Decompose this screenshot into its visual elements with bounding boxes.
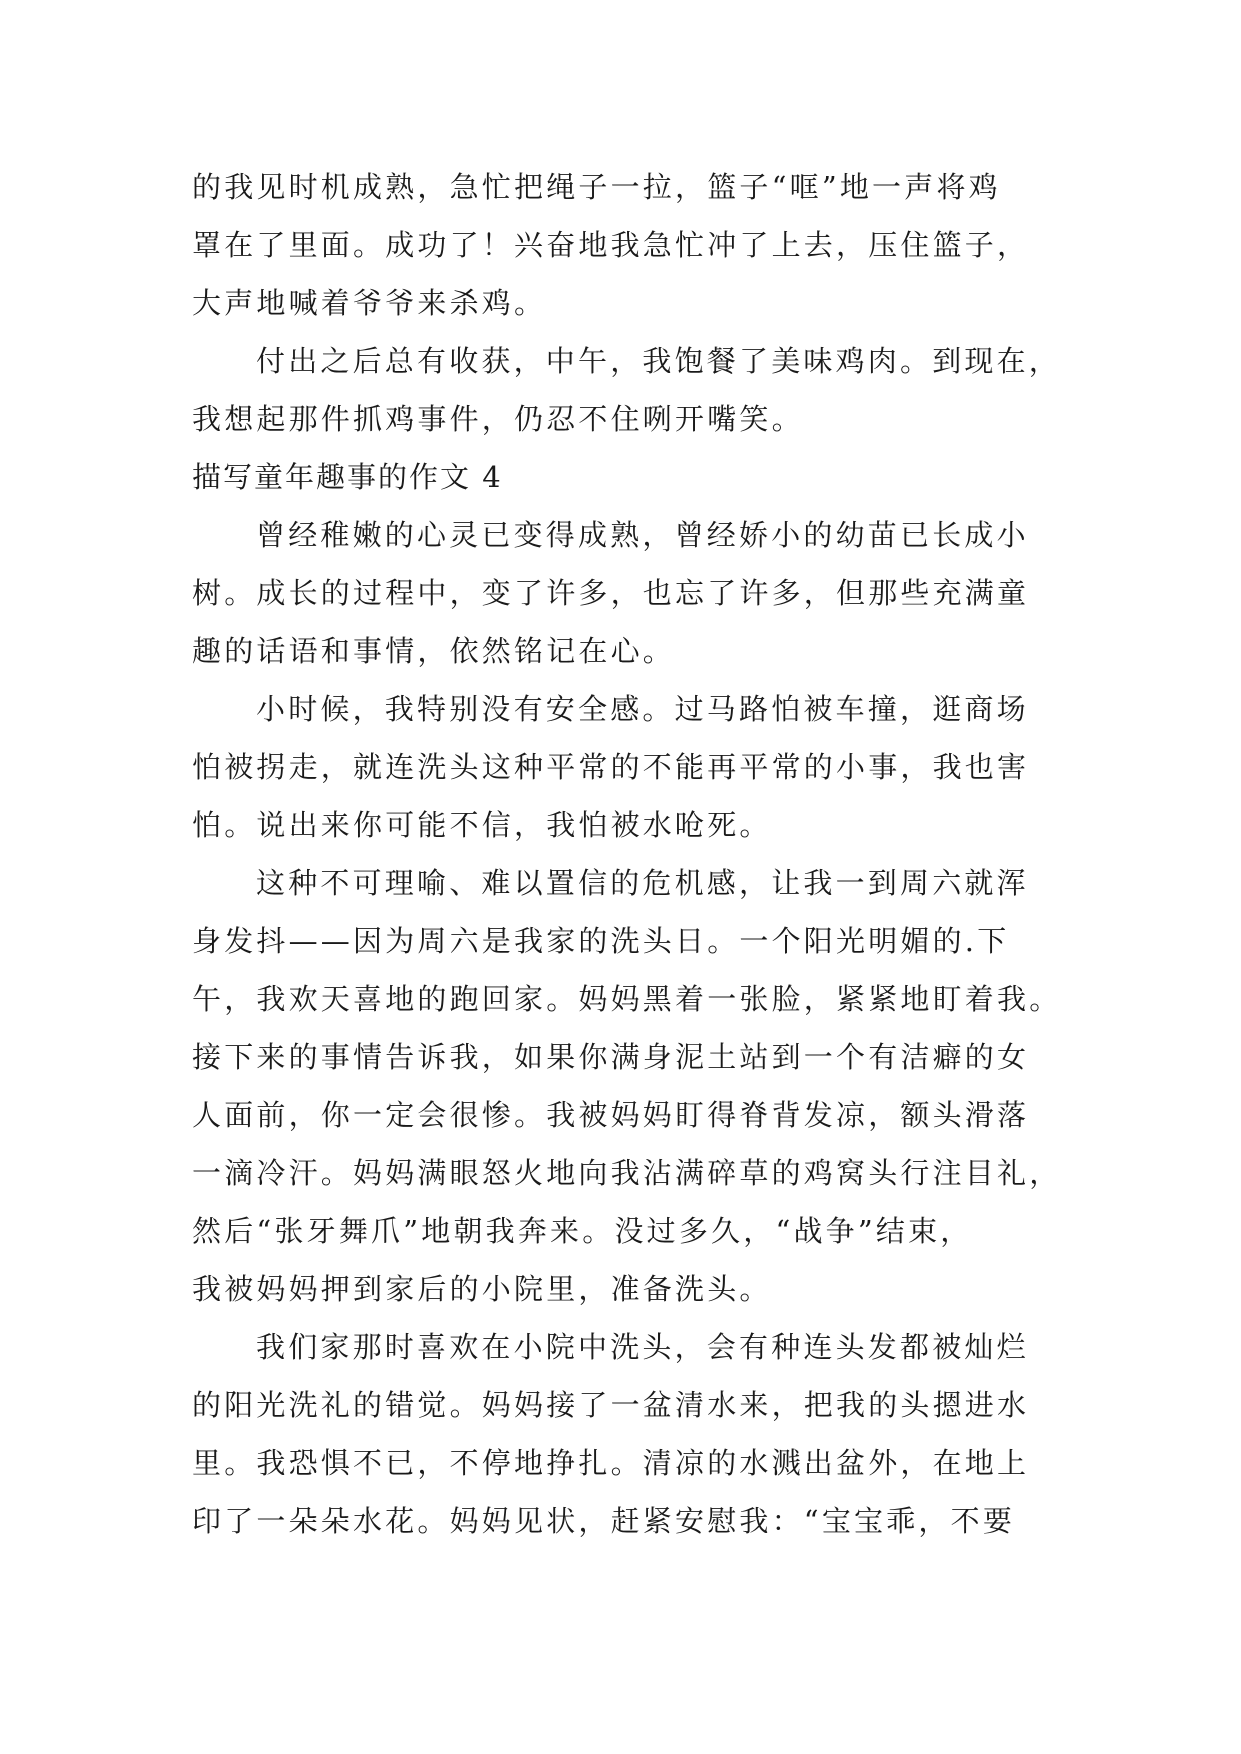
text-line: 趣的话语和事情，依然铭记在心。	[192, 634, 676, 668]
paragraph-start-line: 付出之后总有收获，中午，我饱餐了美味鸡肉。到现在，	[256, 344, 1062, 378]
text-line: 身发抖——因为周六是我家的洗头日。一个阳光明媚的.下	[192, 924, 1010, 958]
text-line: 午，我欢天喜地的跑回家。妈妈黑着一张脸，紧紧地盯着我。	[192, 982, 1062, 1016]
text-line: 的我见时机成熟，急忙把绳子一拉，篮子“哐”地一声将鸡	[192, 170, 1001, 204]
text-line: 一滴冷汗。妈妈满眼怒火地向我沾满碎草的鸡窝头行注目礼，	[192, 1156, 1062, 1190]
text-line: 印了一朵朵水花。妈妈见状，赶紧安慰我：“宝宝乖，不要	[192, 1504, 1016, 1538]
text-line: 里。我恐惧不已，不停地挣扎。清凉的水溅出盆外，在地上	[192, 1446, 1030, 1480]
text-line: 然后“张牙舞爪”地朝我奔来。没过多久，“战争”结束，	[192, 1214, 973, 1248]
text-line: 接下来的事情告诉我，如果你满身泥土站到一个有洁癖的女	[192, 1040, 1030, 1074]
paragraph-start-line: 我们家那时喜欢在小院中洗头，会有种连头发都被灿烂	[256, 1330, 1029, 1364]
text-line: 我被妈妈押到家后的小院里，准备洗头。	[192, 1272, 772, 1306]
text-line: 的阳光洗礼的错觉。妈妈接了一盆清水来，把我的头摁进水	[192, 1388, 1030, 1422]
text-line: 大声地喊着爷爷来杀鸡。	[192, 286, 547, 320]
section-heading: 描写童年趣事的作文 4	[192, 460, 503, 494]
essay-text	[192, 158, 1072, 1550]
text-line: 怕。说出来你可能不信，我怕被水呛死。	[192, 808, 772, 842]
paragraph-start-line: 这种不可理喻、难以置信的危机感，让我一到周六就浑	[256, 866, 1029, 900]
paragraph-start-line: 曾经稚嫩的心灵已变得成熟，曾经娇小的幼苗已长成小	[256, 518, 1029, 552]
paragraph-start-line: 小时候，我特别没有安全感。过马路怕被车撞，逛商场	[256, 692, 1029, 726]
text-line: 罩在了里面。成功了！兴奋地我急忙冲了上去，压住篮子，	[192, 228, 1030, 262]
text-line: 人面前，你一定会很惨。我被妈妈盯得脊背发凉，额头滑落	[192, 1098, 1030, 1132]
text-line: 怕被拐走，就连洗头这种平常的不能再平常的小事，我也害	[192, 750, 1030, 784]
text-line: 我想起那件抓鸡事件，仍忍不住咧开嘴笑。	[192, 402, 804, 436]
text-line: 树。成长的过程中，变了许多，也忘了许多，但那些充满童	[192, 576, 1030, 610]
